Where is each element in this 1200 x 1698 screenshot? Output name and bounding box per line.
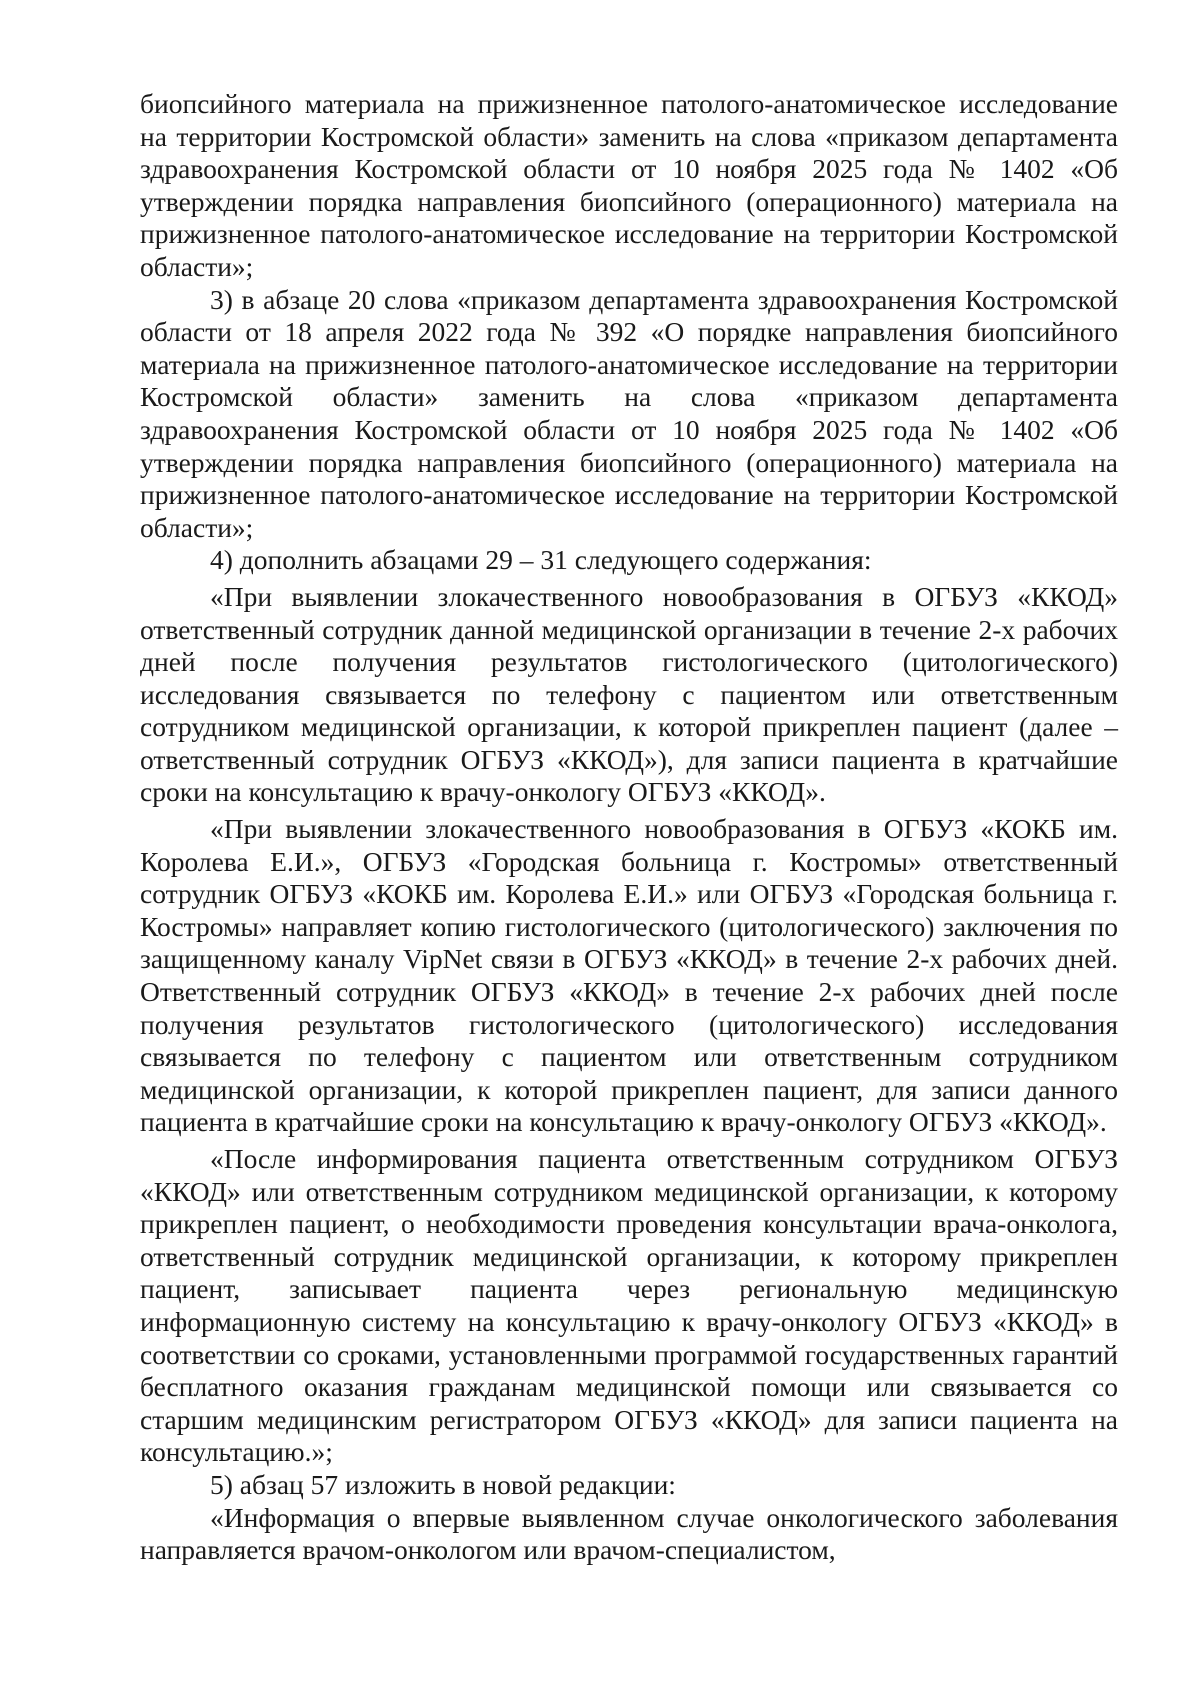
paragraph-continuation: биопсийного материала на прижизненное патолого-анатомическое исследование на территории Костромской области» заменить на слова «приказом департамента здравоохранения Костромской области от 10 ноября 2025 года № 1402 «Об утверждении порядка направления биопсийного (операционного) материала на прижизненное патолого-анатомическое исследование на территории Костромской области»; [140,88,1118,282]
document-page [140,88,1118,1567]
paragraph-information: «Информация о впервые выявленном случае онкологического заболевания направляется врачом-онкологом или врачом-специалистом, [140,1501,1118,1566]
paragraph-kokb-detection: «При выявлении злокачественного новообразования в ОГБУЗ «КОКБ им. Королева Е.И.», ОГБУЗ «Городская больница г. Костромы» ответственный сотрудник ОГБУЗ «КОКБ им. Королева Е.И.» или ОГБУЗ «Городская больница г. Костромы» направляет копию гистологического (цитологического) заключения по защищенному каналу VipNet связи в ОГБУЗ «ККОД» в течение 2-х рабочих дней. Ответственный сотрудник ОГБУЗ «ККОД» в течение 2-х рабочих дней после получения результатов гистологического (цитологического) исследования связывается по телефону с пациентом или ответственным сотрудником медицинской организации, к которой прикреплен пациент, для записи данного пациента в кратчайшие сроки на консультацию к врачу-онкологу ОГБУЗ «ККОД». [140,813,1118,1138]
paragraph-after-informing: «После информирования пациента ответственным сотрудником ОГБУЗ «ККОД» или ответственным сотрудником медицинской организации, к которому прикреплен пациент, о необходимости проведения консультации врача-онколога, ответственный сотрудник медицинской организации, к которому прикреплен пациент, записывает пациента через региональную медицинскую информационную систему на консультацию к врачу-онкологу ОГБУЗ «ККОД» в соответствии со сроками, установленными программой государственных гарантий бесплатного оказания гражданам медицинской помощи или связывается со старшим медицинским регистратором ОГБУЗ «ККОД» для записи пациента на консультацию.»; [140,1143,1118,1468]
paragraph-item-3: 3) в абзаце 20 слова «приказом департамента здравоохранения Костромской области от 18 апреля 2022 года № 392 «О порядке направления биопсийного материала на прижизненное патолого-анатомическое исследование на территории Костромской области» заменить на слова «приказом департамента здравоохранения Костромской области от 10 ноября 2025 года № 1402 «Об утверждении порядка направления биопсийного (операционного) материала на прижизненное патолого-анатомическое исследование на территории Костромской области»; [140,283,1118,543]
paragraph-kkod-detection: «При выявлении злокачественного новообразования в ОГБУЗ «ККОД» ответственный сотрудник данной медицинской организации в течение 2-х рабочих дней после получения результатов гистологического (цитологического) исследования связывается по телефону с пациентом или ответственным сотрудником медицинской организации, к которой прикреплен пациент (далее – ответственный сотрудник ОГБУЗ «ККОД»), для записи пациента в кратчайшие сроки на консультацию к врачу-онкологу ОГБУЗ «ККОД». [140,580,1118,808]
paragraph-item-4: 4) дополнить абзацами 29 – 31 следующего содержания: [210,544,872,576]
paragraph-item-5: 5) абзац 57 изложить в новой редакции: [210,1468,676,1500]
